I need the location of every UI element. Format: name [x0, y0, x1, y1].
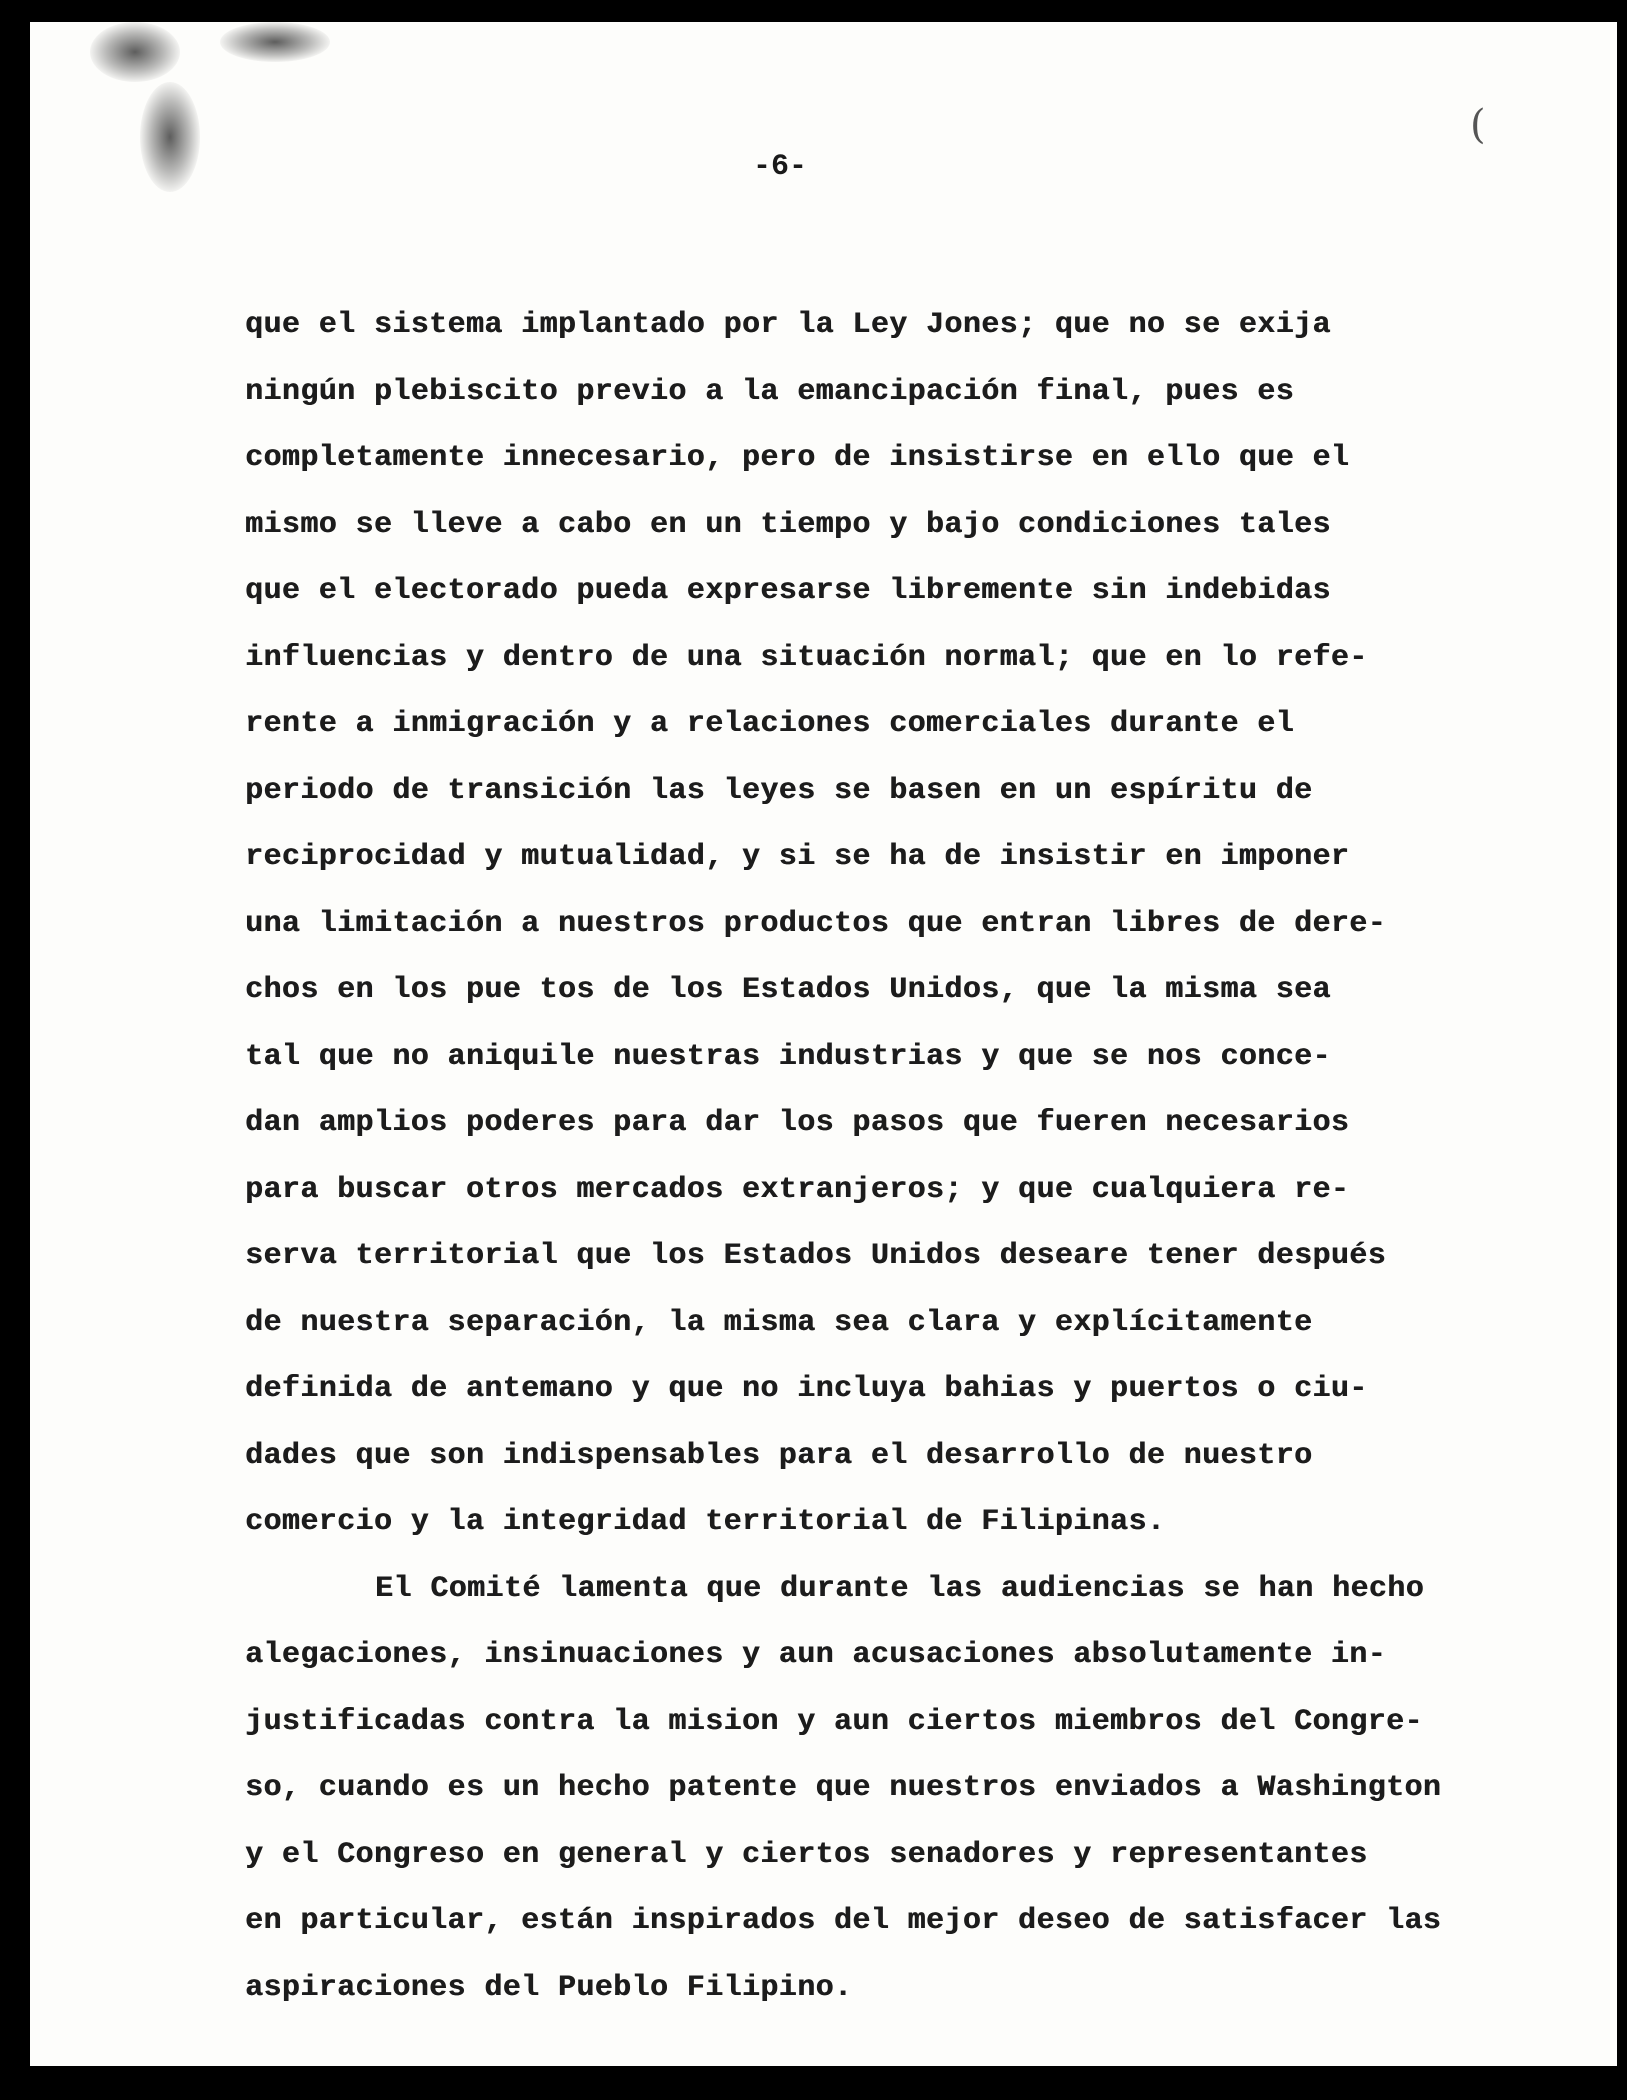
text-line: periodo de transición las leyes se basen en un espíritu de — [245, 773, 1313, 808]
document-page — [30, 22, 1617, 2066]
text-line: que el sistema implantado por la Ley Jones; que no se exija — [245, 308, 1331, 342]
text-line: so, cuando es un hecho patente que nuestros enviados a Washington — [245, 1771, 1442, 1805]
page-number: -6- — [752, 150, 807, 184]
body-text — [245, 292, 1525, 2021]
text-line: ningún plebiscito previo a la emancipación final, pues es — [245, 374, 1294, 409]
text-line: alegaciones, insinuaciones y aun acusaciones absolutamente in- — [245, 1638, 1386, 1672]
text-line: de nuestra separación, la misma sea clara y explícitamente — [245, 1305, 1313, 1340]
ink-smudge — [140, 82, 200, 192]
text-line: comercio y la integridad territorial de Filipinas. — [245, 1505, 1166, 1539]
text-line: influencias y dentro de una situación normal; que en lo refe- — [245, 640, 1368, 675]
text-line: completamente innecesario, pero de insistirse en ello que el — [245, 441, 1350, 475]
text-line: justificadas contra la mision y aun ciertos miembros del Congre- — [245, 1704, 1423, 1739]
text-line: definida de antemano y que no incluya bahias y puertos o ciu- — [245, 1372, 1368, 1406]
ink-smudge — [90, 22, 180, 82]
text-line: mismo se lleve a cabo en un tiempo y bajo condiciones tales — [245, 507, 1331, 542]
ink-smudge — [220, 22, 330, 62]
text-line: dades que son indispensables para el desarrollo de nuestro — [245, 1438, 1313, 1473]
text-line: para buscar otros mercados extranjeros; y que cualquiera re- — [245, 1172, 1350, 1207]
text-line: aspiraciones del Pueblo Filipino. — [245, 1970, 853, 2005]
paragraph-start-line: El Comité lamenta que durante las audiencias se han hecho — [375, 1571, 1424, 1606]
text-line: y el Congreso en general y ciertos senadores y representantes — [245, 1837, 1368, 1872]
text-line: serva territorial que los Estados Unidos deseare tener después — [245, 1239, 1386, 1273]
text-line: tal que no aniquile nuestras industrias y que se nos conce- — [245, 1039, 1331, 1074]
text-line: que el electorado pueda expresarse libremente sin indebidas — [245, 574, 1331, 608]
corner-pencil-mark: ( — [1470, 102, 1486, 148]
text-line: reciprocidad y mutualidad, y si se ha de insistir en imponer — [245, 840, 1350, 874]
text-line: dan amplios poderes para dar los pasos que fueren necesarios — [245, 1106, 1350, 1140]
text-line: en particular, están inspirados del mejor deseo de satisfacer las — [245, 1904, 1442, 1938]
text-line: una limitación a nuestros productos que entran libres de dere- — [245, 906, 1386, 941]
text-line: rente a inmigración y a relaciones comerciales durante el — [245, 707, 1294, 741]
text-line: chos en los pue tos de los Estados Unidos, que la misma sea — [245, 973, 1331, 1007]
